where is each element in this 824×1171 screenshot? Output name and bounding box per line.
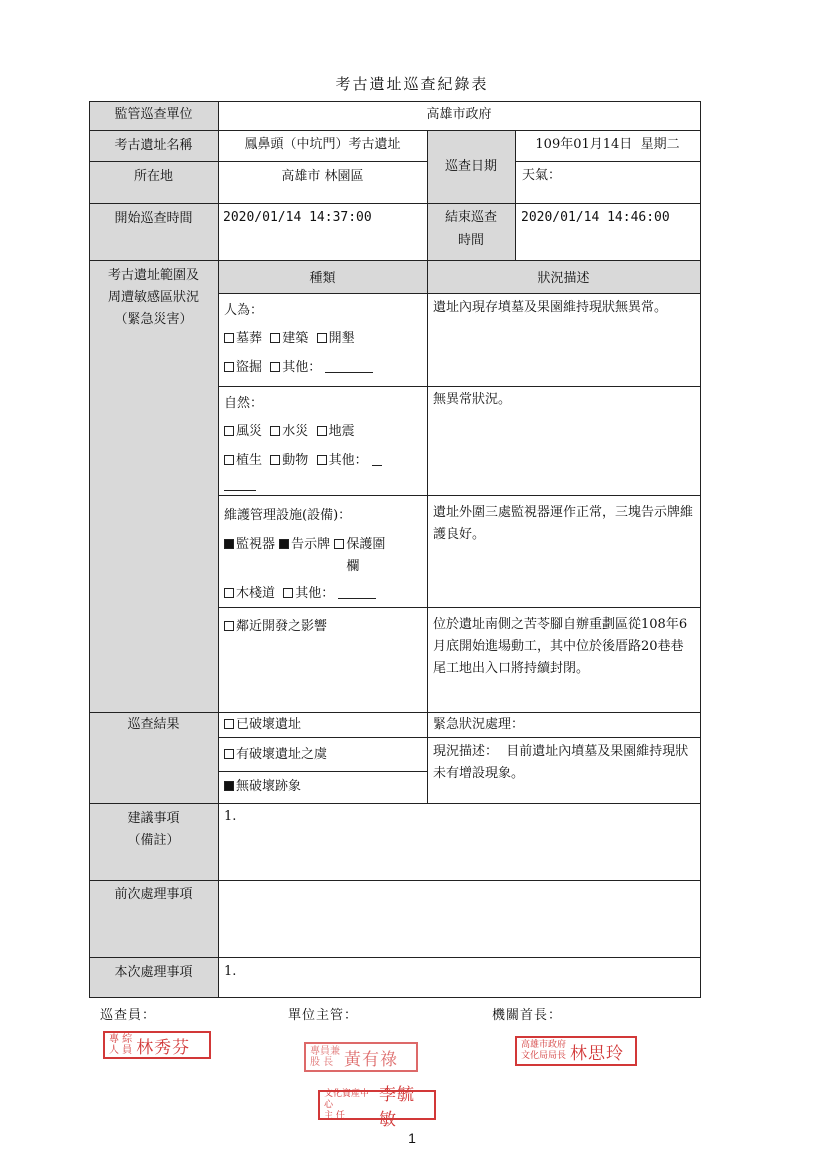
facility-heading: 維護管理設施(設備)： — [224, 508, 352, 523]
option-building: 建築 — [282, 331, 309, 346]
option-wind: 風災 — [236, 424, 263, 439]
document-title: 考古遺址巡查紀錄表 — [335, 75, 489, 93]
facility-other-blank[interactable] — [338, 586, 376, 599]
date-label: 巡查日期 — [444, 159, 497, 174]
prev-label: 前次處理事項 — [114, 887, 193, 902]
checkbox-quake[interactable] — [317, 426, 327, 436]
nearby-option — [224, 616, 327, 638]
option-sign: 告示牌 — [291, 537, 331, 552]
option-cctv: 監視器 — [236, 537, 276, 552]
scope-label-3: （緊急災害） — [114, 312, 193, 327]
option-risk: 有破壞遺址之虞 — [236, 747, 328, 762]
checkbox-cctv[interactable] — [224, 539, 234, 549]
human-options-row2 — [224, 357, 373, 379]
start-time-label: 開始巡查時間 — [114, 211, 193, 226]
option-nearby: 鄰近開發之影響 — [236, 619, 328, 634]
option-boardwalk: 木棧道 — [236, 586, 276, 601]
checkbox-none[interactable] — [224, 781, 234, 791]
scope-label-1: 考古遺址範圍及 — [107, 268, 199, 283]
checkbox-reclaim[interactable] — [317, 333, 327, 343]
stamp-center-title-1: 文化資產中心 — [324, 1088, 370, 1110]
stamp-head — [515, 1036, 637, 1066]
facility-options-row1 — [224, 534, 386, 578]
option-plant: 植生 — [236, 453, 263, 468]
current-status: 現況描述： 目前遺址內墳墓及果園維持現狀未有增設現象。 — [433, 744, 689, 781]
site-name-label: 考古遺址名稱 — [114, 138, 193, 153]
sig-supervisor-label: 單位主管： — [288, 1008, 359, 1023]
checkbox-animal[interactable] — [270, 455, 280, 465]
checkbox-plant[interactable] — [224, 455, 234, 465]
result-option-risk — [224, 744, 327, 766]
human-options-row1 — [224, 328, 355, 350]
date-value: 109年01月14日 星期二 — [535, 137, 680, 152]
option-fence: 保護圍欄 — [346, 537, 386, 574]
checkbox-fence[interactable] — [334, 539, 344, 549]
this-label: 本次處理事項 — [114, 965, 193, 980]
option-burial: 墓葬 — [236, 331, 263, 346]
end-time-label-1: 結束巡查 — [444, 210, 497, 225]
stamp-center-director — [318, 1085, 436, 1130]
column-header-desc: 狀況描述 — [537, 271, 590, 286]
nature-other-blank-a[interactable] — [372, 453, 382, 466]
result-label: 巡查結果 — [127, 717, 180, 732]
facility-desc: 遺址外圍三處監視器運作正常，三塊告示牌維護良好。 — [433, 505, 694, 542]
nature-desc: 無異常狀況。 — [433, 392, 512, 407]
urgent-label: 緊急狀況處理： — [433, 717, 525, 732]
stamp-supervisor-title-1: 專員兼 — [310, 1046, 340, 1057]
nature-options-row1 — [224, 421, 355, 443]
option-human-other: 其他： — [282, 360, 322, 375]
option-animal: 動物 — [282, 453, 309, 468]
sig-inspector-label: 巡查員： — [100, 1008, 157, 1023]
checkbox-boardwalk[interactable] — [224, 588, 234, 598]
stamp-head-title-2: 文化局局長 — [521, 1051, 567, 1061]
suggest-label-1: 建議事項 — [127, 811, 180, 826]
stamp-head-title-1: 高雄市政府 — [521, 1040, 567, 1050]
human-heading: 人為： — [224, 303, 264, 318]
checkbox-sign[interactable] — [279, 539, 289, 549]
stamp-inspector-title-2: 人 員 — [109, 1045, 133, 1056]
checkbox-nature-other[interactable] — [317, 455, 327, 465]
human-desc: 遺址內現存墳墓及果園維持現狀無異常。 — [433, 300, 668, 315]
checkbox-facility-other[interactable] — [283, 588, 293, 598]
location-value: 高雄市 林園區 — [281, 169, 364, 184]
option-nature-other: 其他： — [328, 453, 368, 468]
stamp-supervisor-name: 黃有祿 — [344, 1049, 398, 1070]
site-name-value: 鳳鼻頭（中坑門）考古遺址 — [244, 137, 401, 152]
option-facility-other: 其他： — [295, 586, 335, 601]
end-time-label-2: 時間 — [457, 233, 484, 248]
nature-options-row2 — [224, 450, 382, 472]
checkbox-human-other[interactable] — [270, 362, 280, 372]
stamp-head-name: 林思玲 — [570, 1043, 625, 1064]
suggest-value: 1. — [224, 809, 237, 824]
result-option-damaged — [224, 714, 301, 736]
checkbox-risk[interactable] — [224, 749, 234, 759]
nature-other-blank-b[interactable] — [224, 478, 256, 491]
stamp-center-name: 李毓敏 — [379, 1085, 415, 1130]
page-number: 1 — [408, 1130, 416, 1146]
checkbox-nearby[interactable] — [224, 621, 234, 631]
checkbox-looting[interactable] — [224, 362, 234, 372]
stamp-supervisor-title-2: 股 長 — [310, 1057, 334, 1068]
stamp-inspector-title-1: 專 綜 — [109, 1034, 133, 1045]
option-reclaim: 開墾 — [328, 331, 355, 346]
checkbox-damaged[interactable] — [224, 719, 234, 729]
location-label: 所在地 — [133, 169, 173, 184]
stamp-inspector — [103, 1031, 211, 1059]
checkbox-burial[interactable] — [224, 333, 234, 343]
option-quake: 地震 — [328, 424, 355, 439]
option-flood: 水災 — [282, 424, 309, 439]
stamp-inspector-name: 林秀芬 — [136, 1037, 191, 1058]
human-other-blank[interactable] — [325, 360, 373, 373]
checkbox-building[interactable] — [270, 333, 280, 343]
scope-label-2: 周遭敏感區狀況 — [107, 290, 199, 305]
suggest-label-2: （備註） — [127, 833, 180, 848]
option-none: 無破壞跡象 — [236, 779, 302, 794]
option-looting: 盜掘 — [236, 360, 263, 375]
unit-label: 監管巡查單位 — [114, 107, 193, 122]
checkbox-wind[interactable] — [224, 426, 234, 436]
weather-label: 天氣： — [522, 168, 562, 183]
option-damaged: 已破壞遺址 — [236, 717, 302, 732]
start-time-value: 2020/01/14 14:37:00 — [223, 210, 372, 225]
result-option-none — [224, 776, 301, 798]
unit-value: 高雄市政府 — [426, 107, 492, 122]
this-value: 1. — [224, 964, 237, 979]
sig-head-label: 機關首長： — [492, 1008, 563, 1023]
stamp-center-title-2: 主 任 — [324, 1110, 345, 1121]
end-time-value: 2020/01/14 14:46:00 — [521, 210, 670, 225]
checkbox-flood[interactable] — [270, 426, 280, 436]
facility-options-row2 — [224, 583, 376, 605]
nearby-desc: 位於遺址南側之苦苓腳自辦重劃區從108年6月底開始進場動工，其中位於後厝路20巷巷尾工地出入口將持續封閉。 — [433, 617, 688, 676]
column-header-type: 種類 — [309, 271, 336, 286]
nature-heading: 自然： — [224, 396, 264, 411]
stamp-supervisor — [304, 1042, 418, 1072]
